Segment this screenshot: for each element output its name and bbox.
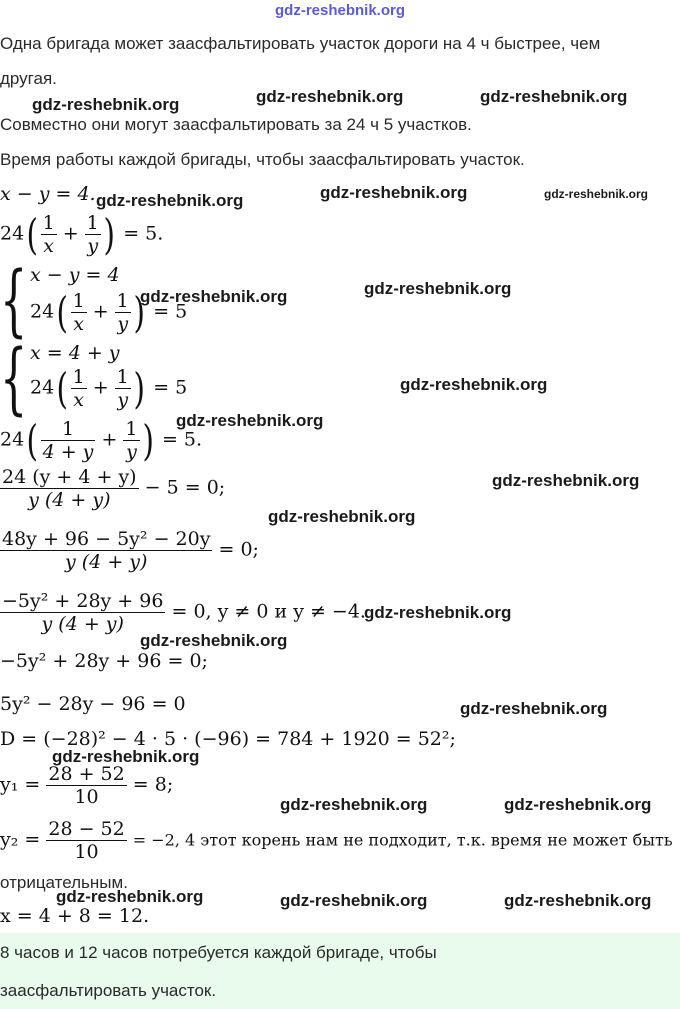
answer-line2: заасфальтировать участок. [0,981,217,1000]
watermark: gdz-reshebnik.org [364,279,512,298]
coef: 24 [30,376,55,399]
rhs: = 5 [153,300,188,323]
numerator: 28 − 52 [48,818,125,840]
numerator: 28 + 52 [48,763,125,785]
watermark: gdz-reshebnik.org [56,887,204,906]
question-text: Время работы каждой бригады, чтобы заасфальтировать участок. [0,150,525,169]
numerator: 24 (y + 4 + y) [2,466,137,488]
answer-block [0,933,680,1009]
system2-line1: x = 4 + y [30,342,120,364]
tail: = −2, 4 этот корень нам не подходит, т.к. время не может быть [132,830,673,850]
root-y1 [0,763,173,808]
rhs: = 5 [153,376,188,399]
watermark: gdz-reshebnik.org [504,795,652,814]
lead: y₂ = [0,828,41,851]
root-y2-continuation: отрицательным. [0,873,128,892]
watermark: gdz-reshebnik.org [268,507,416,526]
rhs: = 5. [123,222,164,245]
watermark: gdz-reshebnik.org [280,891,428,910]
equation-difference: x − y = 4. [0,183,96,205]
numerator: −5y² + 28y + 96 [2,590,164,612]
watermark: gdz-reshebnik.org [140,631,288,650]
answer-line1: 8 часов и 12 часов потребуется каждой бригаде, чтобы [0,943,437,962]
watermark: gdz-reshebnik.org [400,375,548,394]
watermark: gdz-reshebnik.org [364,603,512,622]
watermark: gdz-reshebnik.org [32,95,180,114]
watermark: gdz-reshebnik.org [320,183,468,202]
watermark: gdz-reshebnik.org [492,471,640,490]
system-brace-2: { [0,334,28,424]
system1-line2: 24( $\frac{1}{x}$ + $\frac{1}{y}$ ) = 5 [30,287,188,337]
watermark: gdz-reshebnik.org [544,187,649,201]
x-result: x = 4 + 8 = 12. [0,905,150,927]
watermark: gdz-reshebnik.org [460,699,608,718]
tail: − 5 = 0; [144,476,226,499]
coef: 24 [30,300,55,323]
watermark: gdz-reshebnik.org [480,87,628,106]
problem-text-2: Совместно они могут заасфальтировать за 24 ч 5 участков. [0,115,472,134]
equation-fraction-2 [0,528,259,573]
equation-fraction-1 [0,466,225,511]
watermark: gdz-reshebnik.org [280,795,428,814]
coef: 24 [0,222,25,245]
system2-line2: 24( $\frac{1}{x}$ + $\frac{1}{y}$ ) = 5 [30,363,188,413]
equation-quadratic-1: −5y² + 28y + 96 = 0; [0,650,208,672]
equation-substituted: 24( $\frac{1}{4 + y}$ + $\frac{1}{y}$ ) = 5. [0,415,203,465]
denominator: y (4 + y) [28,489,111,511]
watermark: gdz-reshebnik.org [140,287,288,306]
numerator: 48y + 96 − 5y² − 20y [2,528,211,550]
denominator: 10 [74,841,99,863]
top-watermark: gdz-reshebnik.org [274,2,406,19]
tail: = 0; [218,538,259,561]
watermark: gdz-reshebnik.org [52,747,200,766]
tail: = 8; [132,773,174,796]
system1-line1: x − y = 4 [30,264,120,286]
watermark: gdz-reshebnik.org [96,191,244,210]
watermark: gdz-reshebnik.org [504,891,652,910]
system-brace-1: { [0,256,28,346]
root-y2 [0,818,673,863]
denominator: 10 [74,786,99,808]
problem-text-line1: Одна бригада может заасфальтировать участок дороги на 4 ч быстрее, чем [0,34,601,53]
tail: = 0, y ≠ 0 и y ≠ −4. [171,600,366,623]
denominator: y (4 + y) [41,613,124,635]
denominator: y (4 + y) [65,551,148,573]
equation-sum-rates: 24( $\frac{1}{x}$ + $\frac{1}{y}$ ) = 5. [0,209,164,259]
equation-fraction-3 [0,590,366,635]
watermark: gdz-reshebnik.org [176,411,324,430]
coef: 24 [0,428,25,451]
problem-text-line2: другая. [0,69,57,88]
rhs: = 5. [161,428,203,451]
equation-discriminant: D = (−28)² − 4 · 5 · (−96) = 784 + 1920 = 52²; [0,728,456,750]
lead: y₁ = [0,773,41,796]
equation-quadratic-2: 5y² − 28y − 96 = 0 [0,693,186,715]
watermark: gdz-reshebnik.org [256,87,404,106]
